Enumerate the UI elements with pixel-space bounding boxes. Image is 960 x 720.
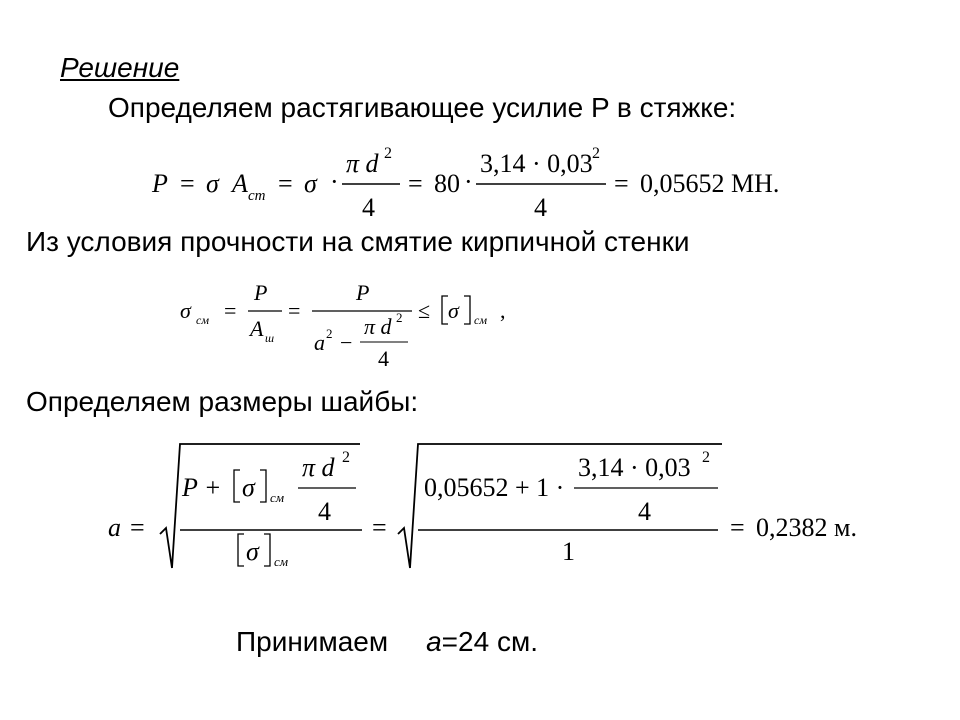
eq2-sigma-2: σ bbox=[448, 298, 459, 323]
solution-heading: Решение bbox=[60, 52, 180, 83]
eq2-a-square: 2 bbox=[326, 326, 333, 341]
eq3-left-bracket-2 bbox=[238, 534, 244, 566]
eq2-sigma-sub: см bbox=[196, 313, 209, 327]
eq2-equals: = bbox=[224, 298, 237, 323]
eq1-eighty: 80 bbox=[434, 169, 460, 198]
text-tension-force: Определяем растягивающее усилие P в стяжке: bbox=[108, 92, 737, 123]
eq3-result: 0,2382 м. bbox=[756, 513, 857, 542]
eq1-equals-2: = bbox=[278, 169, 293, 198]
eq1-P: P bbox=[152, 169, 168, 198]
eq1-pi-d: π d bbox=[346, 149, 379, 178]
eq3-sigma-sub-1: см bbox=[270, 490, 285, 505]
eq1-pi-d-square: 2 bbox=[384, 145, 392, 162]
accepted-value: =24 см. bbox=[441, 626, 538, 657]
text-bearing-strength: Из условия прочности на смятие кирпичной стенки bbox=[26, 226, 690, 257]
eq1-A: A bbox=[232, 169, 248, 198]
eq1-dot-2: · bbox=[464, 167, 473, 196]
eq3-one: 1 bbox=[562, 537, 575, 566]
eq3-equals: = bbox=[130, 513, 145, 542]
eq1-sigma-2: σ bbox=[304, 169, 317, 198]
eq3-right-bracket-1 bbox=[260, 470, 266, 502]
eq1-equals: = bbox=[180, 169, 195, 198]
accepted-variable: a bbox=[426, 626, 442, 657]
eq2-A: A bbox=[250, 316, 264, 341]
eq2-sigma: σ bbox=[180, 298, 191, 323]
eq3-a: a bbox=[108, 513, 121, 542]
eq2-comma: , bbox=[500, 298, 506, 323]
eq3-four-2: 4 bbox=[638, 497, 651, 526]
equation-bearing-stress bbox=[0, 280, 960, 380]
eq1-numerator-2-square: 2 bbox=[592, 145, 600, 162]
eq1-dot: · bbox=[330, 167, 339, 196]
equation-washer-size bbox=[0, 430, 960, 590]
eq2-four: 4 bbox=[378, 346, 389, 371]
eq1-sigma: σ bbox=[206, 169, 219, 198]
text-washer-size: Определяем размеры шайбы: bbox=[26, 386, 419, 417]
eq3-numerator-value-square: 2 bbox=[702, 449, 710, 466]
eq2-P-1: P bbox=[254, 280, 268, 305]
eq1-equals-3: = bbox=[408, 169, 423, 198]
eq3-sigma-1: σ bbox=[242, 473, 255, 502]
eq2-P-2: P bbox=[356, 280, 370, 305]
eq3-pi-d: π d bbox=[302, 453, 335, 482]
eq3-equals-3: = bbox=[730, 513, 745, 542]
eq2-pi-d: π d bbox=[364, 314, 392, 339]
eq1-result: 0,05652 МН. bbox=[640, 169, 780, 198]
eq3-sigma-2: σ bbox=[246, 537, 259, 566]
eq1-equals-4: = bbox=[614, 169, 629, 198]
eq2-bracket-sub: см bbox=[474, 313, 487, 327]
eq3-P-plus: P + bbox=[182, 473, 222, 502]
eq2-le: ≤ bbox=[418, 298, 431, 323]
eq2-equals-2: = bbox=[288, 298, 301, 323]
text-accepted-value bbox=[236, 626, 538, 658]
eq3-numerator-value: 3,14 · 0,03 bbox=[578, 453, 691, 482]
eq2-right-bracket bbox=[464, 296, 470, 324]
eq3-left-bracket-1 bbox=[234, 470, 240, 502]
eq3-right-bracket-2 bbox=[264, 534, 270, 566]
eq1-denominator-1: 4 bbox=[362, 193, 375, 222]
eq1-A-sub: ст bbox=[248, 188, 266, 204]
eq3-equals-2: = bbox=[372, 513, 387, 542]
eq2-pi-d-square: 2 bbox=[396, 310, 403, 325]
eq2-minus: − bbox=[340, 330, 353, 355]
eq3-pi-d-square: 2 bbox=[342, 449, 350, 466]
eq3-inner-expression: 0,05652 + 1 · bbox=[424, 473, 565, 502]
accepted-prefix: Принимаем bbox=[236, 626, 389, 657]
eq3-four-1: 4 bbox=[318, 497, 331, 526]
eq2-A-sub: ш bbox=[265, 331, 275, 345]
eq1-denominator-2: 4 bbox=[534, 193, 547, 222]
eq2-a: a bbox=[314, 330, 325, 355]
eq3-sigma-sub-2: см bbox=[274, 554, 289, 569]
eq1-numerator-2: 3,14 · 0,03 bbox=[480, 149, 593, 178]
